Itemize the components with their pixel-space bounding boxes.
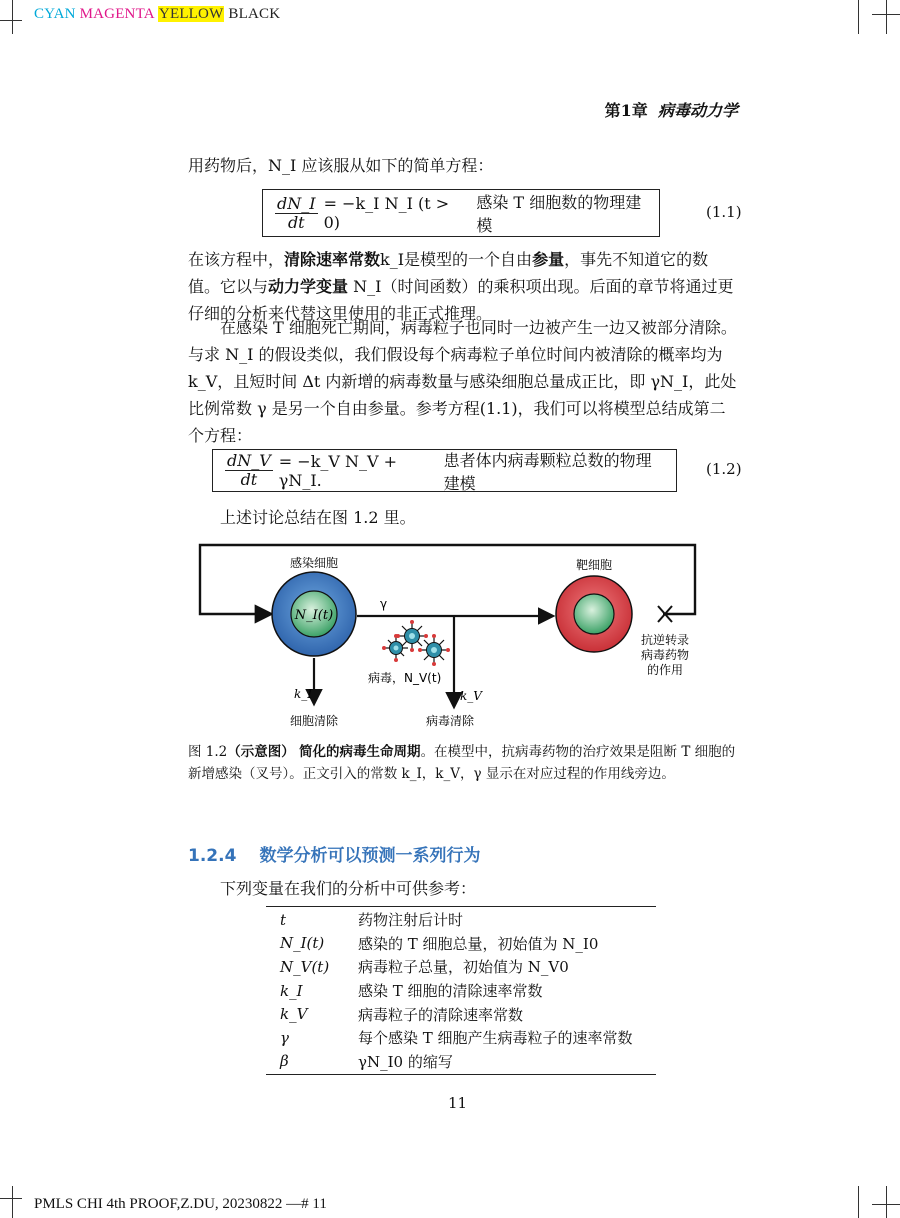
variables-intro: 下列变量在我们的分析中可供参考： (220, 879, 477, 898)
variable-symbol: N_I(t) (280, 934, 325, 953)
para1-part4: N_I（时间函数）的乘积项出现。后面的章节将通过更仔细的分析来代替这里使用的非正式推理。 (188, 277, 734, 323)
para1-part3: ，事先不知道它的数值。它以与 (188, 250, 709, 296)
variable-description: 病毒粒子总量，初始值为 N_V0 (358, 958, 569, 977)
proof-magenta: MAGENTA (79, 6, 154, 22)
equation-2-box (212, 449, 677, 492)
variable-row (266, 955, 656, 979)
equation-1-box (262, 189, 660, 237)
eq1-numerator: dN_I (277, 193, 316, 213)
proof-black: BLACK (228, 6, 281, 22)
kI-label: k_I (294, 687, 313, 701)
caption-title: 简化的病毒生命周期 (299, 744, 421, 760)
virus-label: 病毒，N_V(t) (368, 671, 442, 685)
page-number: 11 (448, 1094, 468, 1112)
paragraph-2: 在感染 T 细胞死亡期间，病毒粒子也同时一边被产生一边又被部分清除。与求 N_I 的假设类似，我们假设每个病毒粒子单位时间内被清除的概率均为 k_V，且短时间 Δt 内新增的病毒数量与感染细胞总量成正比，即 γN_I，此处比例常数 γ 是另一个自由参量。参考方程(1.1)，我们可以将模型总结成第二个方程： (188, 318, 737, 445)
variable-description: 感染 T 细胞的清除速率常数 (358, 982, 543, 1001)
crop-mark (872, 14, 900, 15)
variable-symbol: k_I (280, 981, 303, 1000)
variable-description: 病毒粒子的清除速率常数 (358, 1005, 524, 1024)
intro-line (188, 152, 493, 179)
virus-particles-icon (382, 620, 450, 666)
eq2-rhs: = −k_V N_V + γN_I. (278, 451, 398, 490)
variable-row (266, 908, 656, 932)
variable-symbol: β (280, 1052, 289, 1071)
crop-mark (12, 1186, 13, 1218)
crop-mark (0, 20, 22, 21)
target-cell-label: 靶细胞 (575, 558, 613, 572)
infected-cell-inner-label: N_I(t) (294, 608, 334, 623)
proof-yellow: YELLOW (158, 6, 224, 22)
crop-mark (12, 0, 13, 34)
color-proof-bar (34, 6, 280, 23)
eq2-numerator: dN_V (227, 451, 271, 470)
crop-mark (858, 0, 859, 34)
drug-note-line2: 病毒药物 (640, 648, 690, 662)
crop-mark (0, 1198, 22, 1199)
caption-kind: （示意图） (227, 744, 295, 760)
eq1-denominator: dt (287, 212, 305, 232)
variable-description: γN_I0 的缩写 (358, 1052, 453, 1071)
section-heading (188, 841, 481, 866)
variable-description: 感染的 T 细胞总量，初始值为 N_I0 (358, 934, 599, 953)
crop-mark (886, 0, 887, 34)
caption-fig-number: 图 1.2 (188, 744, 228, 760)
para1-part1: 在该方程中， (188, 250, 285, 269)
cell-clearance-label: 细胞清除 (289, 714, 339, 728)
para1-part2: k_I是模型的一个自由 (380, 250, 533, 269)
proof-footer: PMLS CHI 4th PROOF,Z.DU, 20230822 —# 11 (34, 1196, 327, 1212)
variable-symbol: k_V (280, 1005, 308, 1024)
variable-symbol: N_V(t) (280, 957, 330, 976)
eq1-label: 感染 T 细胞数的物理建模 (476, 193, 642, 235)
term-clearance-rate: 清除速率常数 (284, 250, 381, 269)
summary-line: 上述讨论总结在图 1.2 里。 (220, 508, 416, 527)
kV-label: k_V (460, 689, 482, 703)
eq1-rhs: = −k_I N_I (t > 0) (323, 194, 450, 232)
virus-clearance-label: 病毒清除 (425, 714, 475, 728)
variable-row (266, 979, 656, 1003)
intro-text: 用药物后，N_I 应该服从如下的简单方程： (188, 156, 494, 175)
variable-row (266, 1026, 656, 1050)
virus-life-cycle-diagram (190, 538, 710, 738)
variables-table (266, 906, 656, 1075)
section-title: 数学分析可以预测一系列行为 (259, 846, 481, 866)
target-cell-nucleus (574, 594, 614, 634)
eq1-number: (1.1) (706, 203, 742, 221)
eq2-denominator: dt (240, 470, 258, 489)
running-head (605, 98, 738, 121)
section-number: 1.2.4 (188, 846, 237, 866)
running-head-chapter: 第1章 (604, 101, 648, 120)
eq2-number: (1.2) (706, 460, 742, 478)
running-head-title: 病毒动力学 (657, 101, 738, 120)
caption-text: 。在模型中，抗病毒药物的治疗效果是阻断 T 细胞的新增感染（叉号）。正文引入的常数 k_I，k_V，γ 显示在对应过程的作用线旁边。 (188, 744, 736, 782)
infected-cell-label: 感染细胞 (289, 556, 339, 570)
variable-row (266, 1002, 656, 1026)
crop-mark (886, 1186, 887, 1218)
variable-description: 每个感染 T 细胞产生病毒粒子的速率常数 (358, 1029, 633, 1048)
gamma-label: γ (380, 597, 388, 611)
variable-row (266, 1050, 656, 1074)
eq2-label: 患者体内病毒颗粒总数的物理建模 (443, 450, 652, 493)
drug-note-line1: 抗逆转录 (640, 633, 690, 647)
drug-note-line3: 的作用 (646, 663, 684, 677)
variable-description: 药物注射后计时 (358, 911, 464, 930)
term-parameter: 参量 (532, 250, 565, 269)
variable-symbol: γ (280, 1028, 289, 1047)
eq1-fraction (275, 195, 318, 232)
proof-cyan: CYAN (34, 6, 76, 22)
crop-mark (858, 1186, 859, 1218)
eq2-fraction (225, 452, 273, 489)
variable-symbol: t (280, 910, 287, 929)
variable-row (266, 932, 656, 956)
term-dynamic-variable: 动力学变量 (268, 277, 349, 296)
crop-mark (872, 1204, 900, 1205)
figure-caption (188, 741, 737, 785)
